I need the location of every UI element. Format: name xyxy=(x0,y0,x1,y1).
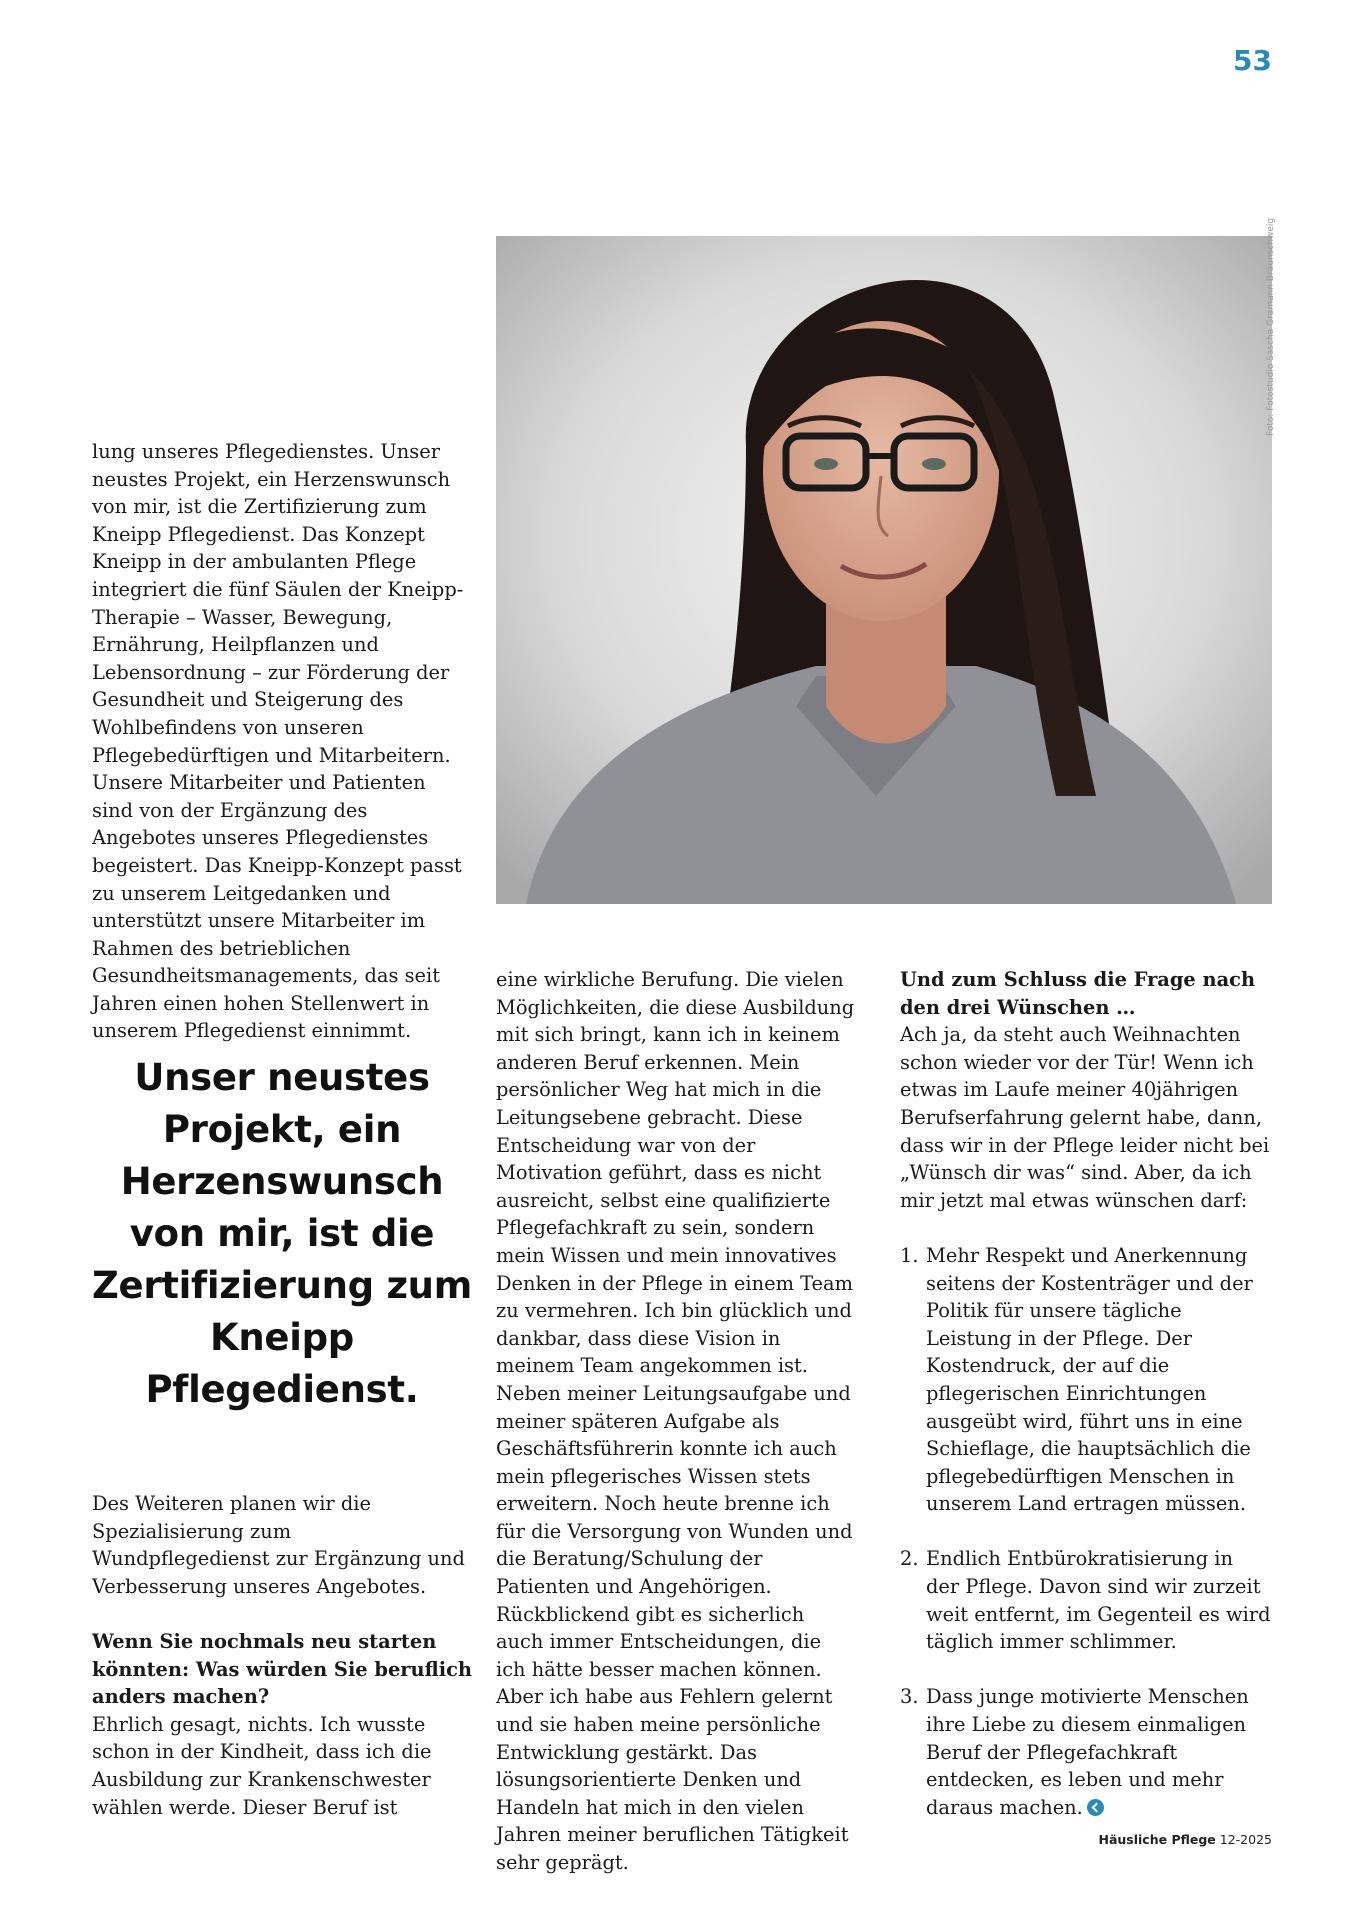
column2-body-text xyxy=(496,966,856,1877)
magazine-name: Häusliche Pflege xyxy=(1098,1832,1216,1847)
page-number: 53 xyxy=(1233,44,1272,77)
wishes-intro: Ach ja, da steht auch Weihnachten schon wieder vor der Tür! Wenn ich etwas im Laufe meiner 40jährigen Berufserfahrung gelernt habe, dann, dass wir in der Pflege leider nicht bei „Wünsch dir was“ sind. Aber, da ich mir jetzt mal etwas wünschen darf: xyxy=(900,1023,1270,1212)
interview-answer-restart: Ehrlich gesagt, nichts. Ich wusste schon in der Kindheit, dass ich die Ausbildung zur Krankenschwester wählen werde. Dieser Beruf ist xyxy=(92,1712,432,1819)
portrait-illustration xyxy=(496,236,1272,904)
issue-number: 12-2025 xyxy=(1219,1832,1272,1847)
column3-body-text xyxy=(900,966,1272,1849)
article-end-icon xyxy=(1087,1799,1104,1816)
interview-question-restart: Wenn Sie nochmals neu starten könnten: Was würden Sie beruflich anders machen? xyxy=(92,1629,472,1709)
wishes-list xyxy=(900,1242,1272,1821)
interview-question-wishes: Und zum Schluss die Frage nach den drei Wünschen … xyxy=(900,968,1256,1019)
list-item-text: Dass junge motivierte Menschen ihre Liebe zu diesem einmaligen Beruf der Pflegefachkraft entdecken, es leben und mehr daraus machen. xyxy=(926,1685,1249,1819)
list-item-number: 3. xyxy=(900,1685,919,1709)
column1-bottom-text xyxy=(92,1490,472,1821)
portrait-photo xyxy=(496,236,1272,904)
list-item xyxy=(900,1545,1272,1655)
column1-body-text: lung unseres Pflegedienstes. Unser neustes Projekt, ein Herzenswunsch von mir, ist die Zertifizierung zum Kneipp Pflegedienst. Das Konzept Kneipp in der ambulanten Pflege integriert die fünf Säulen der Kneipp-Therapie – Wasser, Bewegung, Ernährung, Heilpflanzen und Lebensordnung – zur Förderung der Gesundheit und Steigerung des Wohlbefindens von unseren Pflegebedürftigen und Mitarbeitern. Unsere Mitarbeiter und Patienten sind von der Ergänzung des Angebotes unseres Pflegedienstes begeistert. Das Kneipp-Konzept passt zu unserem Leitgedanken und unterstützt unsere Mitarbeiter im Rahmen des betrieblichen Gesundheitsmanagements, das seit Jahren einen hohen Stellenwert in unserem Pflegedienst einnimmt. xyxy=(92,440,464,1043)
pull-quote: Unser neustes Projekt, ein Herzenswunsch von mir, ist die Zertifizierung zum Kneipp Pflegedienst. xyxy=(92,1056,472,1411)
wound-care-paragraph: Des Weiteren planen wir die Spezialisierung zum Wundpflegedienst zur Ergänzung und Verbesserung unseres Angebotes. xyxy=(92,1492,465,1598)
list-item-number: 2. xyxy=(900,1547,919,1571)
list-item-number: 1. xyxy=(900,1243,919,1267)
list-item xyxy=(900,1683,1272,1821)
page-footer xyxy=(1099,1832,1273,1847)
list-item-text: Mehr Respekt und Anerkennung seitens der Kostenträger und der Politik für unsere tägliche Leistung in der Pflege. Der Kostendruck, der auf die pflegerischen Einrichtungen ausgeübt wird, führt uns in eine Schieflage, die hauptsächlich die pflegebedürftigen Menschen in unserem Land ertragen müssen. xyxy=(926,1243,1253,1516)
list-item-text: Endlich Entbürokratisierung in der Pflege. Davon sind wir zurzeit weit entfernt, im Gegenteil es wird täglich immer schlimmer. xyxy=(926,1547,1271,1654)
photo-credit: Foto: Fotostudio Sascha Gramann Braunschweig xyxy=(1266,217,1276,436)
list-item xyxy=(900,1242,1272,1518)
column2-paragraph-1: eine wirkliche Berufung. Die vielen Möglichkeiten, die diese Ausbildung mit sich bringt, kann ich in keinem anderen Beruf erkennen. Mein persönlicher Weg hat mich in die Leitungsebene gebracht. Diese Entscheidung war von der Motivation geführt, dass es nicht ausreicht, selbst eine qualifizierte Pflegefachkraft zu sein, sondern mein Wissen und mein innovatives Denken in der Pflege in einem Team zu vermehren. Ich bin glücklich und dankbar, dass diese Vision in meinem Team angekommen ist. Neben meiner Leitungsaufgabe und meiner späteren Aufgabe als Geschäftsführerin konnte ich auch mein pflegerisches Wissen stets erweitern. Noch heute brenne ich für die Versorgung von Wunden und die Beratung/Schulung der Patienten und Angehörigen. xyxy=(496,968,855,1599)
column2-paragraph-2: Rückblickend gibt es sicherlich auch immer Entscheidungen, die ich hätte besser machen können. Aber ich habe aus Fehlern gelernt und sie haben meine persönliche Entwicklung gestärkt. Das lösungsorientierte Denken und Handeln hat mich in den vielen Jahren meiner beruflichen Tätigkeit sehr geprägt. xyxy=(496,1602,849,1874)
